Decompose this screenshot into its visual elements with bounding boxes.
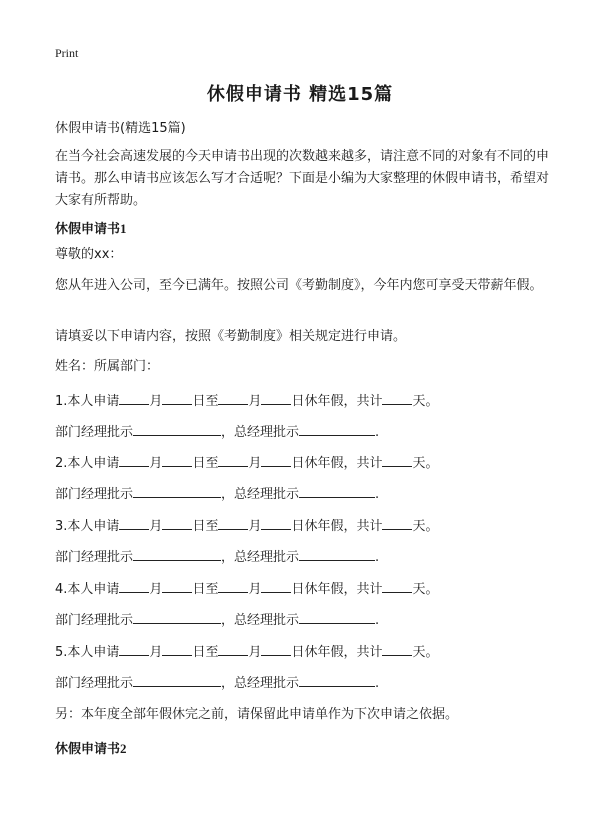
paragraph-1: 您从年进入公司，至今已满年。按照公司《考勤制度》，今年内您可享受天带薪年假。 [55, 278, 543, 293]
blank-field[interactable] [119, 515, 149, 530]
blank-field[interactable] [218, 578, 248, 593]
approval-line: 部门经理批示 ，总经理批示 . [55, 609, 555, 632]
blank-field[interactable] [299, 609, 375, 624]
blank-field[interactable] [162, 578, 192, 593]
paragraph-2: 请填妥以下申请内容，按照《考勤制度》相关规定进行申请。 [55, 329, 407, 344]
blank-field[interactable] [133, 421, 221, 436]
approval-line: 部门经理批示 ，总经理批示 . [55, 421, 555, 444]
section-heading-1: 休假申请书1 [55, 221, 127, 236]
blank-field[interactable] [162, 641, 192, 656]
blank-field[interactable] [382, 641, 412, 656]
item-number: 3. [55, 519, 68, 534]
blank-field[interactable] [119, 390, 149, 405]
blank-field[interactable] [261, 390, 291, 405]
request-line: 3.本人申请 月 日至 月 日休年假，共计 天。 [55, 515, 555, 538]
blank-field[interactable] [382, 578, 412, 593]
blank-field[interactable] [162, 390, 192, 405]
note-paragraph: 另：本年度全部年假休完之前，请保留此申请单作为下次申请之依据。 [55, 707, 459, 722]
intro-paragraph: 在当今社会高速发展的今天申请书出现的次数越来越多，请注意不同的对象有不同的申请书。那么申请书应该怎么写才合适呢？下面是小编为大家整理的休假申请书，希望对大家有所帮助。 [55, 149, 550, 208]
section-heading-2: 休假申请书2 [55, 741, 127, 756]
print-link[interactable]: Print [55, 46, 79, 60]
request-line: 5.本人申请 月 日至 月 日休年假，共计 天。 [55, 641, 555, 664]
approval-line: 部门经理批示 ，总经理批示 . [55, 546, 555, 569]
request-line: 1.本人申请 月 日至 月 日休年假，共计 天。 [55, 390, 555, 413]
page-title: 休假申请书 精选15篇 [206, 84, 394, 105]
blank-field[interactable] [261, 515, 291, 530]
blank-field[interactable] [218, 641, 248, 656]
approval-line: 部门经理批示 ，总经理批示 . [55, 672, 555, 695]
blank-field[interactable] [382, 390, 412, 405]
blank-field[interactable] [119, 641, 149, 656]
blank-field[interactable] [218, 452, 248, 467]
name-department-line: 姓名：所属部门： [55, 359, 160, 374]
request-line: 2.本人申请 月 日至 月 日休年假，共计 天。 [55, 452, 555, 475]
item-number: 1. [55, 394, 68, 409]
blank-field[interactable] [382, 515, 412, 530]
blank-field[interactable] [162, 452, 192, 467]
blank-field[interactable] [218, 515, 248, 530]
subtitle: 休假申请书(精选15篇) [55, 121, 186, 136]
item-number: 4. [55, 582, 68, 597]
blank-field[interactable] [133, 546, 221, 561]
blank-field[interactable] [299, 421, 375, 436]
blank-field[interactable] [261, 578, 291, 593]
blank-field[interactable] [119, 452, 149, 467]
blank-field[interactable] [382, 452, 412, 467]
blank-field[interactable] [133, 672, 221, 687]
blank-field[interactable] [162, 515, 192, 530]
blank-field[interactable] [299, 546, 375, 561]
salutation: 尊敬的xx： [55, 247, 123, 262]
blank-field[interactable] [218, 390, 248, 405]
blank-field[interactable] [133, 483, 221, 498]
blank-field[interactable] [299, 483, 375, 498]
blank-field[interactable] [299, 672, 375, 687]
blank-field[interactable] [261, 641, 291, 656]
item-number: 2. [55, 456, 68, 471]
approval-line: 部门经理批示 ，总经理批示 . [55, 483, 555, 506]
blank-field[interactable] [119, 578, 149, 593]
blank-field[interactable] [261, 452, 291, 467]
blank-field[interactable] [133, 609, 221, 624]
item-number: 5. [55, 645, 68, 660]
request-line: 4.本人申请 月 日至 月 日休年假，共计 天。 [55, 578, 555, 601]
